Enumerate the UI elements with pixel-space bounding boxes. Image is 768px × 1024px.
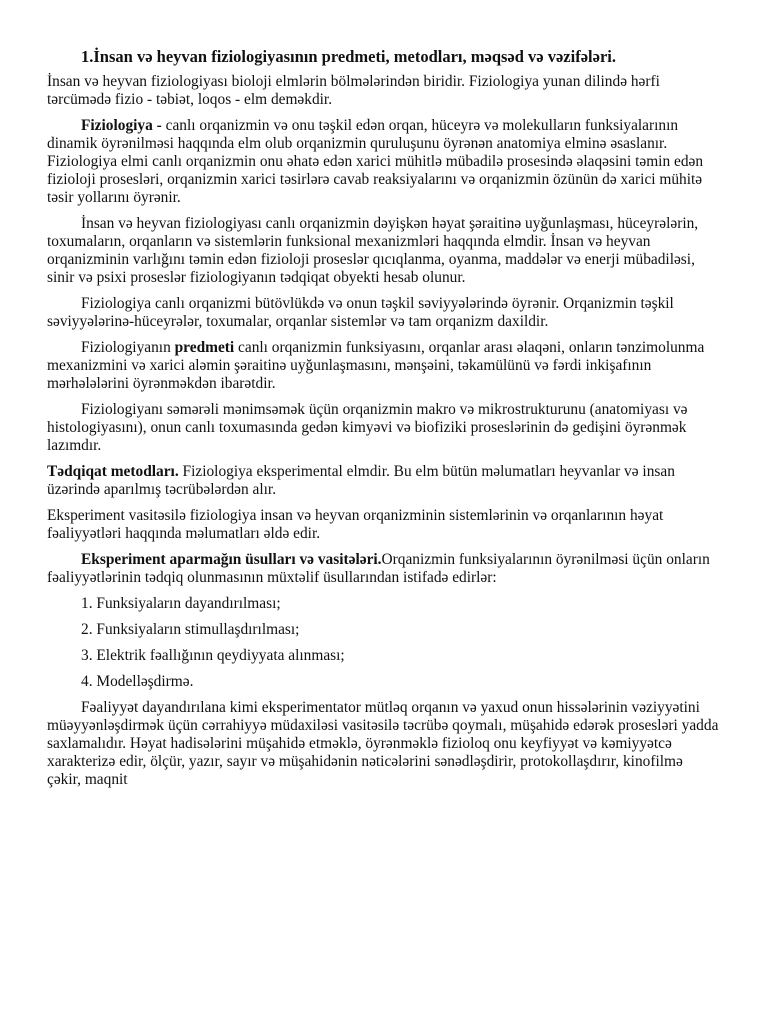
document-page <box>47 46 719 797</box>
methods-paragraph <box>47 463 719 499</box>
methods-heading: Tədqiqat metodları. <box>47 463 179 480</box>
definition-text: canlı orqanizmin və onu təşkil edən orqan, hüceyrə və molekulların funksiyalarının dinamik öyrənilməsi haqqında elm olub orqanizmin quruluşunu öyrənən anatomiya elminə əsaslanır. Fiziologiya elmi canlı orqanizmin onu əhatə edən xarici mühitlə mübadilə prosesində əlaqəsini təmin edən fizioloji prosesləri, orqanizmin xarici təsirlərə cavab reaksiyalarını və orqanizmin özünün də xarici mühitə təsir yollarını öyrənir. <box>47 117 704 206</box>
experiment-methods-heading: Eksperiment aparmağın üsulları və vasitələri. <box>81 551 382 568</box>
subject-text-before: Fiziologiyanın <box>81 339 175 356</box>
definition-paragraph <box>47 117 719 207</box>
adaptation-paragraph: İnsan və heyvan fiziologiyası canlı orqanizmin dəyişkən həyat şəraitinə uyğunlaşması, hüceyrələrin, toxumaların, orqanların və sistemlərin funksional mexanizmləri haqqında elmdir. İnsan və heyvan orqanizminin varlığını təmin edən fizioloji proseslər qıcıqlanma, oyanma, maddələr və enerji mübadiləsi, sinir və psixi proseslər fiziologiyanın tədqiqat obyekti hesab olunur. <box>47 215 699 286</box>
subject-text-after: canlı orqanizmin funksiyasını, orqanlar arası əlaqəni, onların tənzimolunma mexanizmini və xarici aləmin şəraitinə uyğunlaşmasını, mənşəini, təkamülünü və fərdi inkişafının mərhələlərini öyrənməkdən ibarətdir. <box>47 339 705 392</box>
list-item: 1. Funksiyaların dayandırılması; <box>81 595 281 612</box>
list-item: 4. Modelləşdirmə. <box>81 673 194 690</box>
methods-text: Fiziologiya eksperimental elmdir. Bu elm bütün məlumatları heyvanlar və insan üzərində aparılmış təcrübələrdən alır. <box>47 463 675 498</box>
definition-term: Fiziologiya - <box>81 117 162 134</box>
methods-list <box>47 595 719 691</box>
list-item: 2. Funksiyaların stimullaşdırılması; <box>81 621 300 638</box>
subject-term: predmeti <box>174 339 235 356</box>
organization-levels-paragraph: Fiziologiya canlı orqanizmi bütövlükdə və onun təşkil səviyyələrində öyrənir. Orqanizmin təşkil səviyyələrinə-hüceyrələr, toxumalar, orqanlar sistemlər və tam orqanizm daxildir. <box>47 295 674 330</box>
experiment-methods-text: Orqanizmin funksiyalarının öyrənilməsi üçün onların fəaliyyətlərinin tədqiq olunmasının müxtəlif üsullarından istifadə edirlər: <box>47 551 710 586</box>
structure-paragraph: Fiziologiyanı səmərəli mənimsəmək üçün orqanizmin makro və mikrostrukturunu (anatomiyası və histologiyasını), onun canlı toxumasında gedən kimyəvi və biofiziki proseslərinin də gedişini öyrənmək lazımdır. <box>47 401 688 454</box>
page-title: 1.İnsan və heyvan fiziologiyasının predmeti, metodları, məqsəd və vəzifələri. <box>81 47 616 66</box>
experiment-methods-paragraph <box>47 551 719 587</box>
activity-paragraph: Fəaliyyət dayandırılana kimi eksperimentator mütləq orqanın və yaxud onun hissələrinin vəziyyətini müəyyənləşdirmək üçün cərrahiyyə müdaxiləsi vasitəsilə təcrübə qoymalı, müşahidə edərək prosesləri yadda saxlamalıdır. Həyat hadisələrini müşahidə etməklə, öyrənməklə fizioloq onu keyfiyyət və kəmiyyətcə xarakterizə edir, ölçür, yazır, sayır və müşahidənin nəticələrini sənədləşdirir, protokollaşdırır, kinofilmə çəkir, maqnit <box>47 699 719 788</box>
intro-paragraph: İnsan və heyvan fiziologiyası bioloji elmlərin bölmələrindən biridir. Fiziologiya yunan dilində hərfi tərcümədə fizio - təbiət, loqos - elm deməkdir. <box>47 73 660 108</box>
list-item: 3. Elektrik fəallığının qeydiyyata alınması; <box>81 647 345 664</box>
subject-paragraph <box>47 339 719 393</box>
experiment-paragraph: Eksperiment vasitəsilə fiziologiya insan və heyvan orqanizminin sistemlərinin və orqanlarının həyat fəaliyyətləri haqqında məlumatları əldə edir. <box>47 507 664 542</box>
